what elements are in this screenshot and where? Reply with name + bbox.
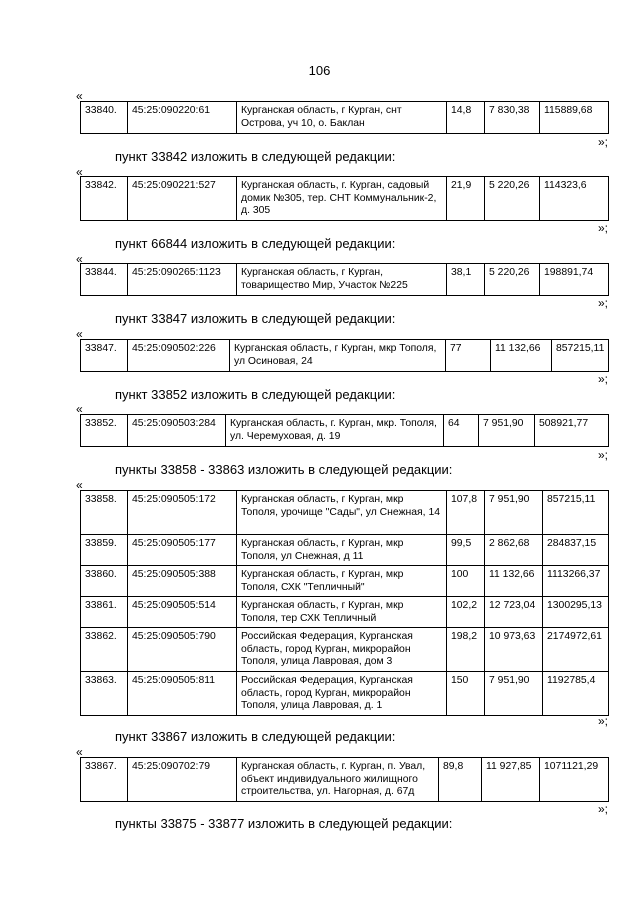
- instruction-text: пункт 33852 изложить в следующей редакции:: [115, 387, 396, 402]
- price-per-unit: 11 132,66: [491, 340, 552, 372]
- price-per-unit: 2 862,68: [485, 535, 543, 566]
- total-value: 1071121,29: [540, 758, 609, 802]
- total-value: 284837,15: [543, 535, 609, 566]
- area: 102,2: [447, 597, 485, 628]
- total-value: 1192785,4: [543, 672, 609, 716]
- record-table: [80, 339, 609, 372]
- area: 64: [444, 415, 479, 447]
- table-row: [81, 566, 609, 597]
- cadastral-number: 45:25:090503:284: [128, 415, 226, 447]
- price-per-unit: 11 927,85: [482, 758, 540, 802]
- row-number: 33840.: [81, 102, 128, 134]
- area: 89,8: [439, 758, 482, 802]
- close-quote: »;: [597, 296, 608, 310]
- cadastral-number: 45:25:090502:226: [128, 340, 230, 372]
- instruction-text: пункт 33842 изложить в следующей редакции:: [115, 149, 396, 164]
- total-value: 2174972,61: [543, 628, 609, 672]
- open-quote: «: [76, 478, 83, 492]
- open-quote: «: [76, 402, 83, 416]
- close-quote: »;: [597, 372, 608, 386]
- instruction-text: пункт 33867 изложить в следующей редакции:: [115, 729, 396, 744]
- table-row: [81, 672, 609, 716]
- address: Российская Федерация, Курганская область, город Курган, микрорайон Тополя, улица Лавровая, дом 3: [237, 628, 447, 672]
- price-per-unit: 11 132,66: [485, 566, 543, 597]
- row-number: 33861.: [81, 597, 128, 628]
- page-number: 106: [308, 63, 331, 78]
- close-quote: »;: [597, 221, 608, 235]
- table-row: [81, 758, 609, 802]
- row-number: 33858.: [81, 491, 128, 535]
- record-table: [80, 263, 609, 296]
- cadastral-number: 45:25:090702:79: [128, 758, 237, 802]
- instruction-text: пункт 33847 изложить в следующей редакции:: [115, 311, 396, 326]
- price-per-unit: 7 830,38: [485, 102, 540, 134]
- open-quote: «: [76, 745, 83, 759]
- total-value: 857215,11: [543, 491, 609, 535]
- record-table: [80, 490, 609, 716]
- cadastral-number: 45:25:090505:177: [128, 535, 237, 566]
- price-per-unit: 5 220,26: [485, 177, 540, 221]
- close-quote: »;: [597, 448, 608, 462]
- cadastral-number: 45:25:090505:790: [128, 628, 237, 672]
- table-row: [81, 340, 609, 372]
- address: Курганская область, г Курган, мкр Тополя, тер СХК Тепличный: [237, 597, 447, 628]
- address: Курганская область, г Курган, мкр Тополя, ул Снежная, д 11: [237, 535, 447, 566]
- address: Курганская область, г. Курган, п. Увал, объект индивидуального жилищного строительства, ул. Нагорная, д. 67д: [237, 758, 439, 802]
- record-table: [80, 414, 609, 447]
- area: 107,8: [447, 491, 485, 535]
- record-table: [80, 757, 609, 802]
- instruction-text: пункт 66844 изложить в следующей редакции:: [115, 236, 396, 251]
- table-row: [81, 535, 609, 566]
- close-quote: »;: [597, 135, 608, 149]
- address: Курганская область, г Курган, мкр Тополя, ул Осиновая, 24: [230, 340, 446, 372]
- cadastral-number: 45:25:090505:388: [128, 566, 237, 597]
- address: Курганская область, г Курган, товарищество Мир, Участок №225: [237, 264, 447, 296]
- open-quote: «: [76, 89, 83, 103]
- instruction-text: пункты 33875 - 33877 изложить в следующей редакции:: [115, 816, 453, 831]
- address: Курганская область, г Курган, мкр Тополя, урочище "Сады", ул Снежная, 14: [237, 491, 447, 535]
- total-value: 115889,68: [540, 102, 609, 134]
- total-value: 508921,77: [535, 415, 609, 447]
- address: Курганская область, г. Курган, садовый домик №305, тер. СНТ Коммунальник-2, д. 305: [237, 177, 447, 221]
- price-per-unit: 7 951,90: [479, 415, 535, 447]
- table-row: [81, 177, 609, 221]
- open-quote: «: [76, 327, 83, 341]
- price-per-unit: 5 220,26: [485, 264, 540, 296]
- record-table: [80, 176, 609, 221]
- area: 38,1: [447, 264, 485, 296]
- close-quote: »;: [597, 802, 608, 816]
- area: 77: [446, 340, 491, 372]
- area: 100: [447, 566, 485, 597]
- open-quote: «: [76, 252, 83, 266]
- row-number: 33844.: [81, 264, 128, 296]
- table-row: [81, 102, 609, 134]
- total-value: 1300295,13: [543, 597, 609, 628]
- address: Курганская область, г Курган, мкр Тополя, СХК "Тепличный": [237, 566, 447, 597]
- address: Курганская область, г. Курган, мкр. Тополя, ул. Черемуховая, д. 19: [226, 415, 444, 447]
- total-value: 114323,6: [540, 177, 609, 221]
- row-number: 33859.: [81, 535, 128, 566]
- row-number: 33867.: [81, 758, 128, 802]
- area: 99,5: [447, 535, 485, 566]
- cadastral-number: 45:25:090505:514: [128, 597, 237, 628]
- area: 21,9: [447, 177, 485, 221]
- cadastral-number: 45:25:090505:811: [128, 672, 237, 716]
- total-value: 1113266,37: [543, 566, 609, 597]
- price-per-unit: 7 951,90: [485, 491, 543, 535]
- row-number: 33842.: [81, 177, 128, 221]
- table-row: [81, 597, 609, 628]
- table-row: [81, 264, 609, 296]
- address: Курганская область, г Курган, снт Острова, уч 10, о. Баклан: [237, 102, 447, 134]
- price-per-unit: 10 973,63: [485, 628, 543, 672]
- open-quote: «: [76, 165, 83, 179]
- table-row: [81, 415, 609, 447]
- address: Российская Федерация, Курганская область, город Курган, микрорайон Тополя, улица Лавровая, д. 1: [237, 672, 447, 716]
- instruction-text: пункты 33858 - 33863 изложить в следующей редакции:: [115, 462, 453, 477]
- area: 198,2: [447, 628, 485, 672]
- total-value: 857215,11: [552, 340, 609, 372]
- cadastral-number: 45:25:090505:172: [128, 491, 237, 535]
- row-number: 33852.: [81, 415, 128, 447]
- row-number: 33862.: [81, 628, 128, 672]
- record-table: [80, 101, 609, 134]
- table-row: [81, 491, 609, 535]
- table-row: [81, 628, 609, 672]
- cadastral-number: 45:25:090221:527: [128, 177, 237, 221]
- row-number: 33860.: [81, 566, 128, 597]
- row-number: 33863.: [81, 672, 128, 716]
- price-per-unit: 12 723,04: [485, 597, 543, 628]
- close-quote: »;: [597, 714, 608, 728]
- cadastral-number: 45:25:090265:1123: [128, 264, 237, 296]
- area: 150: [447, 672, 485, 716]
- row-number: 33847.: [81, 340, 128, 372]
- price-per-unit: 7 951,90: [485, 672, 543, 716]
- total-value: 198891,74: [540, 264, 609, 296]
- cadastral-number: 45:25:090220:61: [128, 102, 237, 134]
- area: 14,8: [447, 102, 485, 134]
